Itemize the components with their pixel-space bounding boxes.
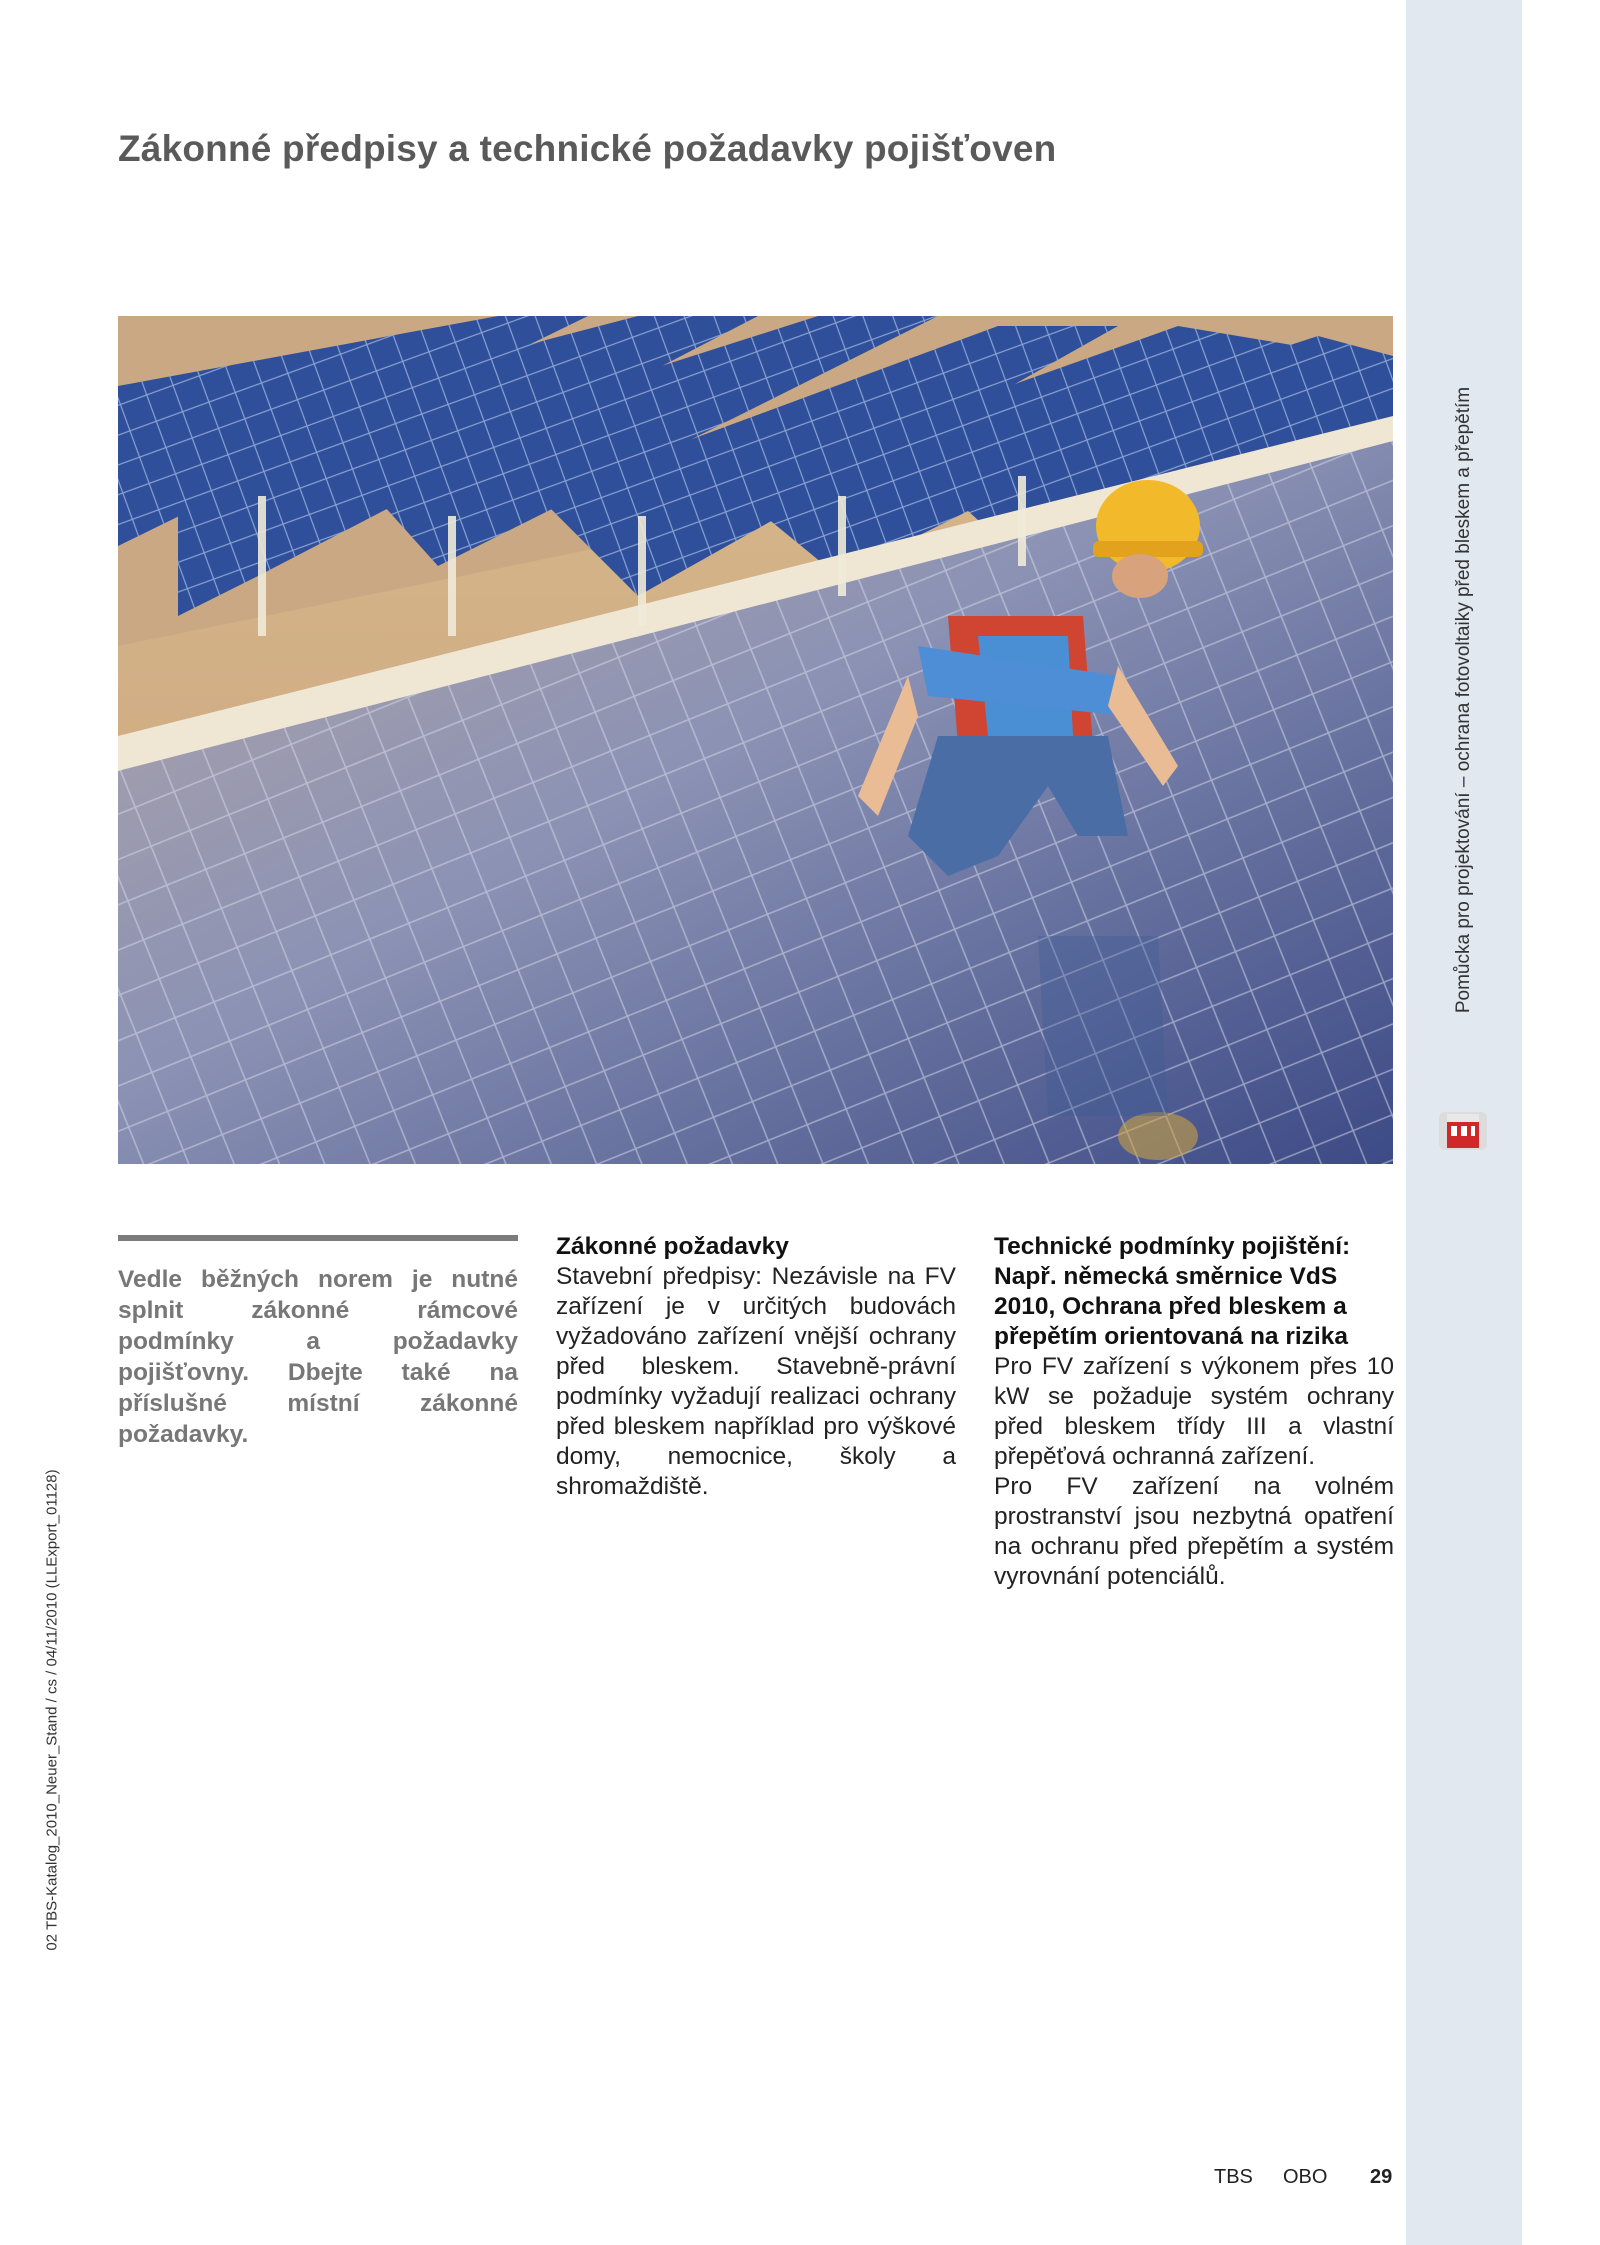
legal-requirements-column [556,1232,956,1502]
surge-protector-icon [1437,1108,1489,1154]
intro-text: Vedle běžných norem je nutné splnit zákonné rámcové podmínky a požadavky pojišťovny. Dbejte také na příslušné místní zákonné požadavky. [118,1266,518,1448]
insurance-conditions-heading: Technické podmínky pojištění: Např. německá směrnice VdS 2010, Ochrana před bleskem a přepětím orientovaná na rizika [994,1233,1351,1350]
document-code-label: 02 TBS-Katalog_2010_Neuer_Stand / cs / 04/11/2010 (LLExport_01128) [43,1469,61,1951]
intro-rule [118,1235,518,1241]
sidebar-label: Pomůcka pro projektování – ochrana fotovoltaiky před bleskem a přepětím [1453,386,1474,1014]
footer-brand-obo: OBO [1283,2166,1328,2188]
legal-requirements-body: Stavební předpisy: Nezávisle na FV zařízení je v určitých budovách vyžadováno zařízení vnější ochrany před bleskem. Stavebně-právní podmínky vyžadují realizaci ochrany před bleskem například pro výškové domy, nemocnice, školy a shromaždiště. [556,1263,956,1500]
page-number: 29 [1370,2166,1393,2188]
insurance-conditions-body-1: Pro FV zařízení s výkonem přes 10 kW se požaduje systém ochrany před bleskem třídy III a vlastní přepěťová ochranná zařízení. [994,1353,1394,1470]
insurance-conditions-column [994,1232,1394,1592]
insurance-conditions-body-2: Pro FV zařízení na volném prostranství jsou nezbytná opatření na ochranu před přepětím a systém vyrovnání potenciálů. [994,1473,1394,1590]
legal-requirements-heading: Zákonné požadavky [556,1233,789,1260]
solar-roof-worker-photo [118,316,1393,1164]
page-title: Zákonné předpisy a technické požadavky pojišťoven [118,128,1057,169]
footer-brand-tbs: TBS [1214,2166,1253,2188]
